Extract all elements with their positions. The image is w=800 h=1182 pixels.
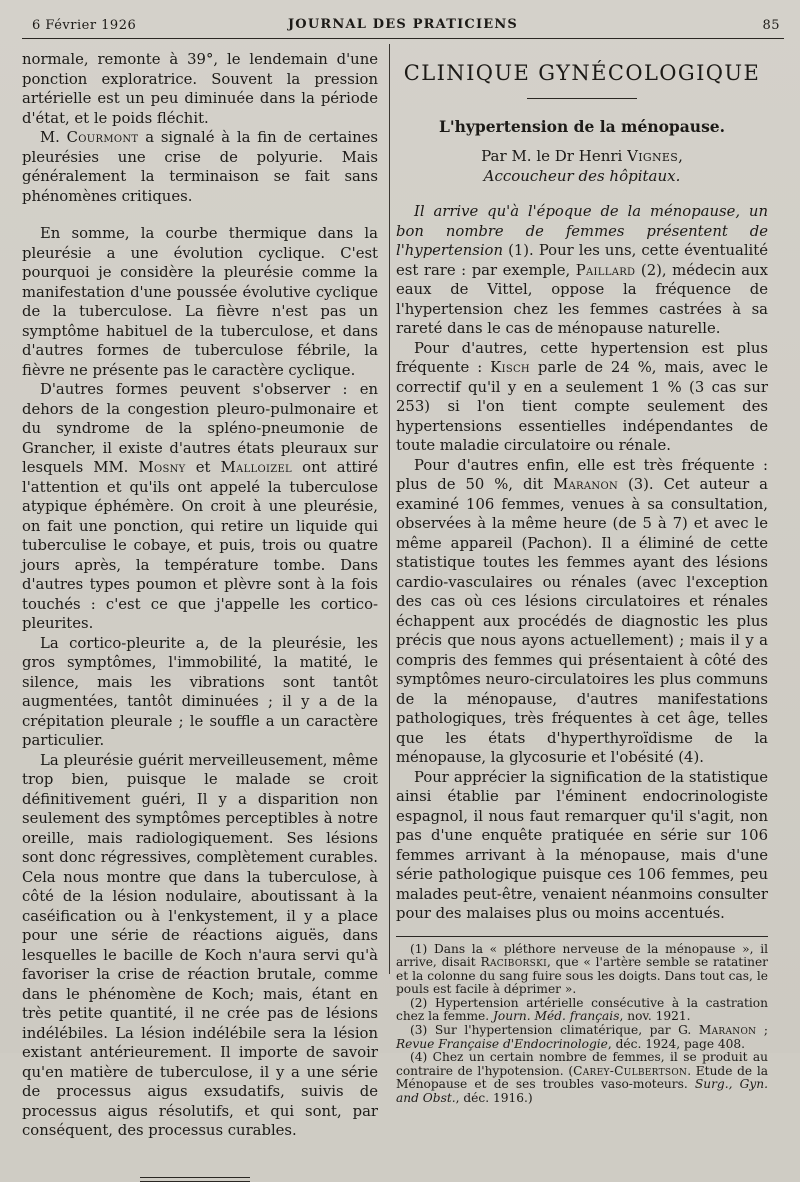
running-head <box>22 16 784 36</box>
author-name: Paillard <box>575 261 636 279</box>
header-rule <box>22 38 784 39</box>
paragraph: M. Courmont a signalé à la fin de certaines pleurésies une crise de polyurie. Mais généralement la terminaison se fait sans phénomènes critiques. <box>22 129 379 205</box>
section-rule <box>527 98 637 99</box>
left-column <box>22 50 378 1182</box>
footnote: (1) Dans la « pléthore nerveuse de la ménopause », il arrive, disait Raciborski, que « l'artère semble se ratatiner et la colonne du sang fuire sous les doigts. Dans tout cas, le pouls est facile à déprimer ». <box>396 941 768 997</box>
author-name: Maranon <box>553 476 618 493</box>
footnote-rule <box>396 936 768 937</box>
byline: Par M. le Dr Henri Vignes, <box>481 147 683 165</box>
paragraph: La pleurésie guérit merveilleusement, même trop bien, puisque le malade se croit définitivement guéri, Il y a disparition non seulement des symptômes perceptibles à notre oreille, mais radiologiquement. Ses lésions sont donc régressives, complètement curables. Cela nous montre que dans la tuberculose, à côté de la lésion nodulaire, aboutissant à la caséification ou à l'enkystement, il y a place pour une série de réactions aiguës, dans lesquelles le bacille de Koch n'aura servi qu'à favoriser la crise de réaction brutale, comme dans le phénomène de Koch; mais, étant en très petite quantité, il ne crée pas de lésions indélébiles. La lésion indélébile sera la lésion existant antérieurement. Il importe de savoir qu'en matière de tuberculose, il y a une série de processus aigus exsudatifs, suivis de processus aigus résolutifs, et qui sont, par conséquent, des processus curables. <box>22 751 378 1139</box>
author-name: Courmont <box>66 129 139 146</box>
footnotes <box>396 943 768 1106</box>
author-affiliation: Accoucheur des hôpitaux. <box>483 167 681 185</box>
author-name: Malloizel <box>220 459 292 476</box>
paragraph: Pour d'autres, cette hypertension est plus fréquente : Kisch parle de 24 %, mais, avec le correctif qu'il y en a seulement 1 % (3 cas sur 253) si l'on tient compte seulement des hypertensions essentielles indépendantes de toute maladie circulatoire ou rénale. <box>396 339 768 454</box>
paragraph: D'autres formes peuvent s'observer : en dehors de la congestion pleuro-pulmonaire et du syndrome de la spléno-pneumonie de Grancher, il existe d'autres états pleuraux sur lesquels MM. Mosny et Malloizel ont attiré l'attention et qu'ils ont appelé la tuberculose atypique éphémère. On croit à une pleurésie, on fait une ponction, qui retire un liquide qui tuberculise le cobaye, et puis, trois ou quatre jours après, la température tombe. Dans d'autres types poumon et plèvre sont à la fois touchés : c'est ce que j'appelle les cortico-pleurites. <box>22 381 378 632</box>
section-title: CLINIQUE GYNÉCOLOGIQUE <box>403 61 761 85</box>
author-name: Mosny <box>138 459 186 476</box>
footnote: (4) Chez un certain nombre de femmes, il se produit au contraire de l'hypotension. (Carey-Culbertson. Etude de la Ménopause et de ses troubles vaso-moteurs. Surg., Gyn. and Obst., déc. 1916.) <box>396 1050 768 1106</box>
footnote: (3) Sur l'hypertension climatérique, par G. Maranon ; Revue Française d'Endocrinologie, déc. 1924, page 408. <box>396 1023 768 1051</box>
article-title: L'hypertension de la ménopause. <box>438 117 726 136</box>
paragraph: La cortico-pleurite a, de la pleurésie, les gros symptômes, l'immobilité, la matité, le silence, mais les vibrations sont tantôt augmentées, tantôt diminuées ; il y a de la crépitation pleurale ; le souffle a un caractère particulier. <box>22 634 378 749</box>
end-of-article-rule <box>140 1177 250 1182</box>
column-divider <box>389 44 390 974</box>
paragraph: normale, remonte à 39°, le lendemain d'une ponction exploratrice. Souvent la pression artérielle est un peu diminuée dans la période d'état, et le poids fléchit. <box>22 51 378 127</box>
journal-title: JOURNAL DES PRATICIENS <box>287 17 519 32</box>
paragraph: Pour apprécier la signification de la statistique ainsi établie par l'éminent endocrinologiste espagnol, il nous faut remarquer qu'il s'agit, non pas d'une enquête pratiquée en série sur 106 femmes arrivant à la ménopause, mais d'une série pathologique puisque ces 106 femmes, peu malades peut-être, venaient néanmoins consulter pour des malaises plus ou moins accentués. <box>396 768 768 922</box>
author-name: Kisch <box>490 359 530 376</box>
paragraph: En somme, la courbe thermique dans la pleurésie a une évolution cyclique. C'est pourquoi je considère la pleurésie comme la manifestation d'une poussée évolutive cyclique de la tuberculose. La fièvre n'est pas un symptôme habituel de la tuberculose, et dans d'autres formes de tuberculose fébrile, la fièvre ne présente pas le caractère cyclique. <box>22 225 378 379</box>
lead-paragraph: Il arrive qu'à l'époque de la ménopause, un bon nombre de femmes présentent de l'hypertension (1). Pour les uns, cette éventualité est rare : par exemple, Paillard (2), médecin aux eaux de Vittel, oppose la fréquence de l'hypertension chez les femmes castrées à sa rareté dans le cas de ménopause naturelle. <box>396 203 768 337</box>
paragraph: Pour d'autres enfin, elle est très fréquente : plus de 50 %, dit Maranon (3). Cet auteur a examiné 106 femmes, venues à sa consultation, observées à la même heure (de 5 à 7) et avec le même appareil (Pachon). Il a éliminé de cette statistique toutes les femmes ayant des lésions cardio-vasculaires ou rénales (avec l'exception des cas où ces lésions circulatoires et rénales échappent aux procédés de diagnostic les plus précis que nous ayons actuellement) ; mais il y a compris des femmes qui présentaient à côté des symptômes neuro-circulatoires les plus communs de la ménopause, d'autres manifestations pathologiques, très fréquentes à cet âge, telles que les états d'hyperthyroïdisme de la ménopause, la glycosurie et l'obésité (4). <box>396 456 768 766</box>
author-name: Vignes <box>627 147 679 165</box>
issue-date: 6 Février 1926 <box>32 18 137 33</box>
footnote: (2) Hypertension artérielle consécutive à la castration chez la femme. Journ. Méd. français, nov. 1921. <box>396 995 768 1024</box>
right-column <box>396 50 768 1106</box>
page-number: 85 <box>762 18 780 33</box>
